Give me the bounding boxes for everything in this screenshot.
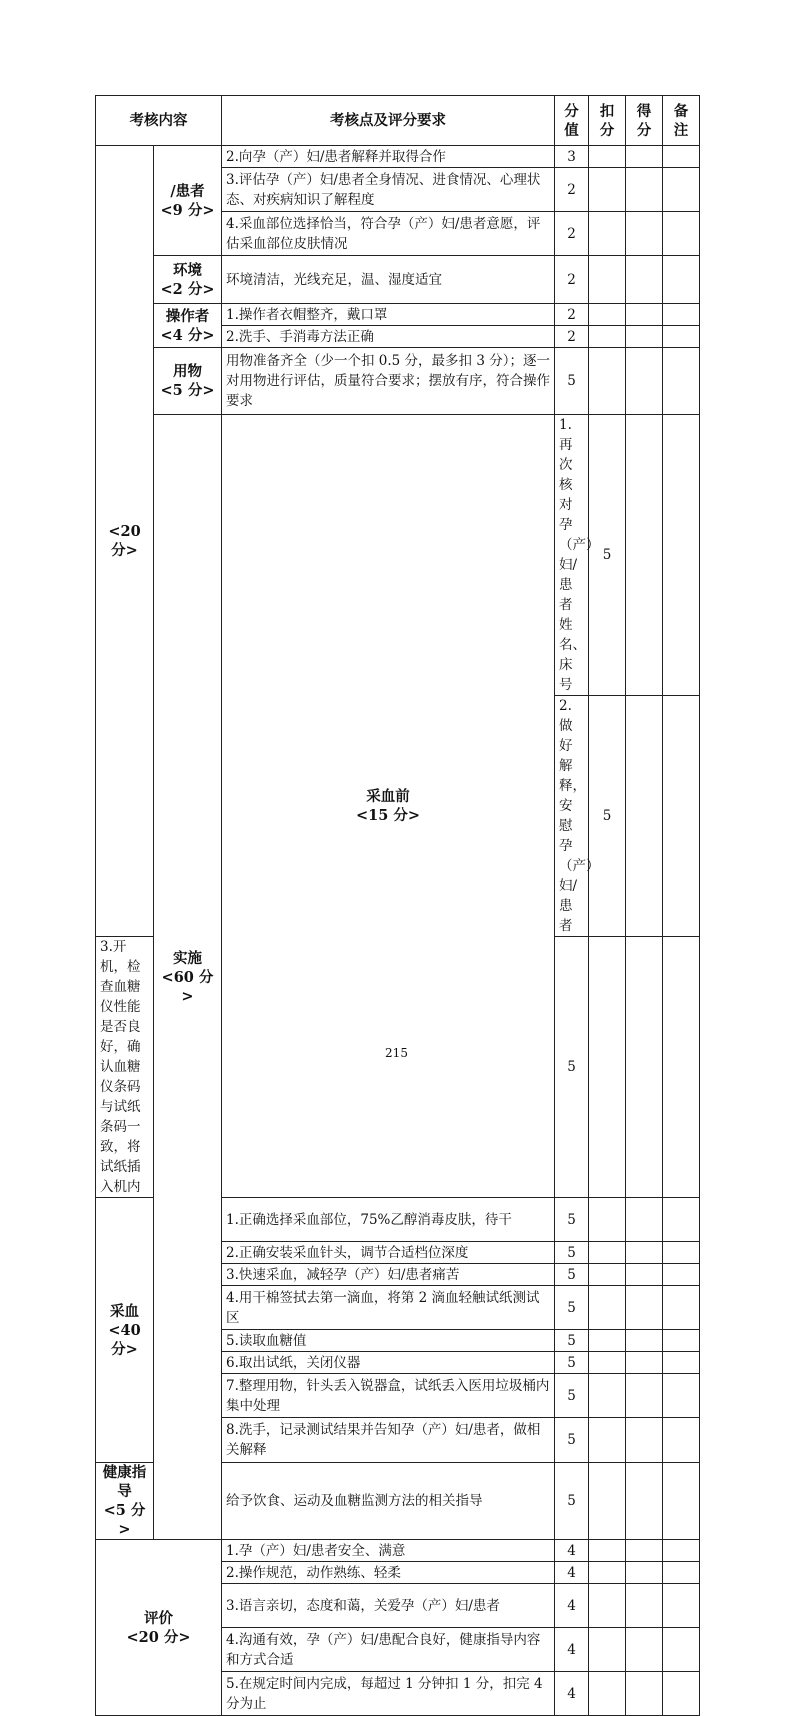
get-cell — [626, 304, 663, 326]
item-text: 4.沟通有效，孕（产）妇/患配合良好，健康指导内容和方式合适 — [222, 1628, 555, 1672]
get-cell — [626, 937, 663, 1198]
item-score: 3 — [555, 146, 589, 168]
item-score: 5 — [555, 937, 589, 1198]
deduct-cell — [589, 304, 626, 326]
note-cell — [663, 1672, 700, 1716]
table-row — [96, 415, 700, 696]
item-score: 4 — [555, 1584, 589, 1628]
note-cell — [663, 1418, 700, 1463]
item-score: 2 — [555, 326, 589, 348]
note-cell — [663, 1540, 700, 1562]
note-cell — [663, 168, 700, 212]
deduct-cell — [589, 1562, 626, 1584]
get-cell — [626, 256, 663, 304]
note-cell — [663, 1264, 700, 1286]
deduct-cell — [589, 1463, 626, 1540]
item-text: 6.取出试纸，关闭仪器 — [222, 1352, 555, 1374]
get-cell — [626, 168, 663, 212]
get-cell — [626, 1330, 663, 1352]
note-cell — [663, 326, 700, 348]
item-text: 2.做好解释，安慰孕（产）妇/患者 — [555, 696, 589, 937]
subcategory-supplies: 用物 <5 分> — [154, 348, 222, 415]
header-deduct: 扣 分 — [589, 96, 626, 146]
item-text: 4.采血部位选择恰当，符合孕（产）妇/患者意愿，评估采血部位皮肤情况 — [222, 212, 555, 256]
deduct-cell — [589, 1352, 626, 1374]
get-cell — [626, 326, 663, 348]
item-score: 5 — [555, 1463, 589, 1540]
deduct-cell — [589, 1330, 626, 1352]
get-cell — [663, 415, 700, 696]
item-score: 5 — [555, 1330, 589, 1352]
deduct-cell — [589, 1374, 626, 1418]
note-cell — [663, 1330, 700, 1352]
header-score: 分 值 — [555, 96, 589, 146]
item-text: 3.语言亲切，态度和蔼，关爱孕（产）妇/患者 — [222, 1584, 555, 1628]
item-text: 1.操作者衣帽整齐，戴口罩 — [222, 304, 555, 326]
item-text: 3.快速采血，减轻孕（产）妇/患者痛苦 — [222, 1264, 555, 1286]
note-cell — [663, 146, 700, 168]
get-cell — [626, 146, 663, 168]
subcategory-before-sampling: 采血前 <15 分> — [222, 415, 555, 1198]
table-row — [96, 1540, 700, 1562]
deduct-cell — [589, 168, 626, 212]
category-implementation: 实施 <60 分> — [154, 415, 222, 1540]
scoring-table — [95, 95, 700, 1716]
item-score: 2 — [555, 304, 589, 326]
page-number: 215 — [385, 1046, 408, 1060]
subcategory-operator: 操作者 <4 分> — [154, 304, 222, 348]
note-cell — [663, 1628, 700, 1672]
header-content: 考核内容 — [96, 96, 222, 146]
note-cell — [663, 212, 700, 256]
subcategory-health-guidance: 健康指导 <5 分> — [96, 1463, 154, 1540]
category-evaluation: 评价 <20 分> — [96, 1540, 222, 1716]
deduct-cell — [589, 1264, 626, 1286]
get-cell — [626, 1628, 663, 1672]
item-score: 2 — [555, 212, 589, 256]
get-cell — [626, 212, 663, 256]
get-cell — [626, 1242, 663, 1264]
item-text: 7.整理用物，针头丢入锐器盒，试纸丢入医用垃圾桶内集中处理 — [222, 1374, 555, 1418]
item-score: 5 — [555, 1286, 589, 1330]
get-cell — [626, 1264, 663, 1286]
item-text: 5.在规定时间内完成，每超过 1 分钟扣 1 分，扣完 4 分为止 — [222, 1672, 555, 1716]
note-cell — [663, 937, 700, 1198]
get-cell — [626, 1374, 663, 1418]
get-cell — [626, 1540, 663, 1562]
item-text: 2.向孕（产）妇/患者解释并取得合作 — [222, 146, 555, 168]
get-cell — [626, 1672, 663, 1716]
item-text: 1.再次核对孕（产）妇/患者姓名、床号 — [555, 415, 589, 696]
deduct-cell — [589, 1584, 626, 1628]
item-text: 1.孕（产）妇/患者安全、满意 — [222, 1540, 555, 1562]
item-text: 4.用干棉签拭去第一滴血，将第 2 滴血轻触试纸测试区 — [222, 1286, 555, 1330]
item-score: 4 — [555, 1562, 589, 1584]
get-cell — [626, 1418, 663, 1463]
get-cell — [626, 1562, 663, 1584]
header-note: 备 注 — [663, 96, 700, 146]
item-score: 4 — [555, 1540, 589, 1562]
get-cell — [626, 1286, 663, 1330]
deduct-cell — [589, 937, 626, 1198]
note-cell — [663, 304, 700, 326]
note-cell — [663, 256, 700, 304]
deduct-cell — [589, 1540, 626, 1562]
deduct-cell — [589, 1418, 626, 1463]
note-cell — [663, 1562, 700, 1584]
note-cell — [663, 348, 700, 415]
subcategory-environment: 环境 <2 分> — [154, 256, 222, 304]
table-row — [96, 348, 700, 415]
category-preparation: <20 分> — [96, 146, 154, 937]
deduct-cell — [589, 212, 626, 256]
item-text: 2.洗手、手消毒方法正确 — [222, 326, 555, 348]
note-cell — [663, 1374, 700, 1418]
item-text: 8.洗手，记录测试结果并告知孕（产）妇/患者，做相关解释 — [222, 1418, 555, 1463]
note-cell — [663, 1242, 700, 1264]
item-score: 5 — [555, 1198, 589, 1242]
item-text: 3.开机，检查血糖仪性能是否良好，确认血糖仪条码与试纸条码一致，将试纸插入机内 — [96, 937, 154, 1198]
item-score: 5 — [589, 415, 626, 696]
subcategory-sampling: 采血 <40 分> — [96, 1198, 154, 1463]
deduct-cell — [589, 1198, 626, 1242]
item-score: 4 — [555, 1672, 589, 1716]
header-get: 得 分 — [626, 96, 663, 146]
item-text: 2.正确安装采血针头，调节合适档位深度 — [222, 1242, 555, 1264]
note-cell — [663, 1286, 700, 1330]
note-cell — [663, 1198, 700, 1242]
deduct-cell — [589, 326, 626, 348]
note-cell — [663, 1463, 700, 1540]
item-text: 给予饮食、运动及血糖监测方法的相关指导 — [222, 1463, 555, 1540]
item-score: 2 — [555, 168, 589, 212]
get-cell — [626, 1352, 663, 1374]
item-text: 2.操作规范，动作熟练、轻柔 — [222, 1562, 555, 1584]
get-cell — [663, 696, 700, 937]
item-score: 5 — [555, 1242, 589, 1264]
item-score: 5 — [555, 1374, 589, 1418]
item-score: 5 — [555, 1418, 589, 1463]
item-score: 2 — [555, 256, 589, 304]
get-cell — [626, 1463, 663, 1540]
item-text: 1.正确选择采血部位，75%乙醇消毒皮肤，待干 — [222, 1198, 555, 1242]
deduct-cell — [626, 415, 663, 696]
get-cell — [626, 1198, 663, 1242]
item-score: 5 — [555, 1352, 589, 1374]
item-text: 环境清洁，光线充足，温、湿度适宜 — [222, 256, 555, 304]
header-points: 考核点及评分要求 — [222, 96, 555, 146]
header-row — [96, 96, 700, 146]
note-cell — [663, 1584, 700, 1628]
deduct-cell — [589, 146, 626, 168]
table-row — [96, 146, 700, 168]
item-text: 3.评估孕（产）妇/患者全身情况、进食情况、心理状态、对疾病知识了解程度 — [222, 168, 555, 212]
item-text: 5.读取血糖值 — [222, 1330, 555, 1352]
note-cell — [663, 1352, 700, 1374]
get-cell — [626, 1584, 663, 1628]
deduct-cell — [589, 1286, 626, 1330]
item-score: 5 — [555, 348, 589, 415]
deduct-cell — [626, 696, 663, 937]
table-row — [96, 304, 700, 326]
table-row — [96, 256, 700, 304]
deduct-cell — [589, 256, 626, 304]
item-score: 4 — [555, 1628, 589, 1672]
deduct-cell — [589, 1672, 626, 1716]
deduct-cell — [589, 1628, 626, 1672]
deduct-cell — [589, 348, 626, 415]
item-score: 5 — [555, 1264, 589, 1286]
subcategory-patient: /患者 <9 分> — [154, 146, 222, 256]
get-cell — [626, 348, 663, 415]
item-score: 5 — [589, 696, 626, 937]
item-text: 用物准备齐全（少一个扣 0.5 分，最多扣 3 分）；逐一对用物进行评估，质量符合要求；摆放有序，符合操作要求 — [222, 348, 555, 415]
deduct-cell — [589, 1242, 626, 1264]
